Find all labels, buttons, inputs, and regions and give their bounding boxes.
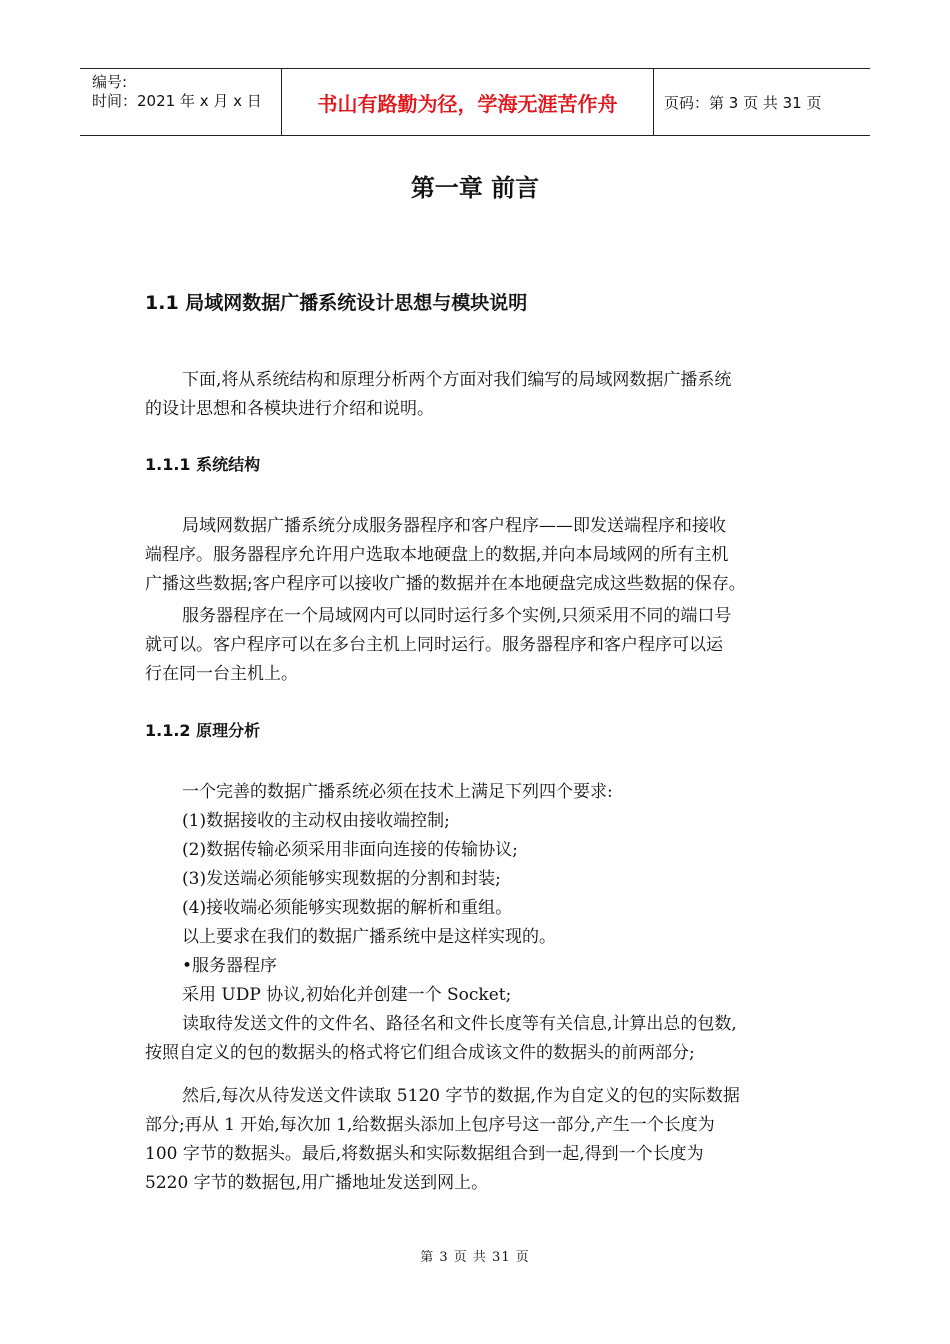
text-line: 服务器程序在一个局域网内可以同时运行多个实例,只须采用不同的端口号 xyxy=(182,606,732,626)
text-line: 按照自定义的包的数据头的格式将它们组合成该文件的数据头的前两部分; xyxy=(145,1043,695,1063)
analysis-list xyxy=(145,778,815,1010)
list-item: (3)发送端必须能够实现数据的分割和封装; xyxy=(182,869,501,889)
section-title: 1.1 局域网数据广播系统设计思想与模块说明 xyxy=(145,292,528,314)
list-item: (2)数据传输必须采用非面向连接的传输协议; xyxy=(182,840,518,860)
number-label: 编号: xyxy=(92,73,128,91)
header-meta xyxy=(80,69,282,135)
time-label: 时间：2021 年 x 月 x 日 xyxy=(92,92,262,110)
header-motto: 书山有路勤为径，学海无涯苦作舟 xyxy=(282,69,654,135)
text-line: 一个完善的数据广播系统必须在技术上满足下列四个要求: xyxy=(182,782,613,802)
structure-paragraph-2 xyxy=(145,602,815,689)
bullet-item: •服务器程序 xyxy=(182,956,278,976)
intro-line: 下面,将从系统结构和原理分析两个方面对我们编写的局域网数据广播系统 xyxy=(182,370,732,390)
text-line: 以上要求在我们的数据广播系统中是这样实现的。 xyxy=(182,927,556,947)
text-line: 读取待发送文件的文件名、路径名和文件长度等有关信息,计算出总的包数, xyxy=(182,1014,737,1034)
text-line: 5220 字节的数据包,用广播地址发送到网上。 xyxy=(145,1173,489,1193)
text-line: 端程序。服务器程序允许用户选取本地硬盘上的数据,并向本局域网的所有主机 xyxy=(145,545,729,565)
text-line: 100 字节的数据头。最后,将数据头和实际数据组合到一起,得到一个长度为 xyxy=(145,1144,704,1164)
page-footer: 第 3 页 共 31 页 xyxy=(420,1250,530,1265)
intro-paragraph xyxy=(145,366,815,424)
text-line: 采用 UDP 协议,初始化并创建一个 Socket; xyxy=(182,985,512,1005)
subsection-title-1: 1.1.1 系统结构 xyxy=(145,455,261,474)
text-line: 行在同一台主机上。 xyxy=(145,664,298,684)
text-line: 广播这些数据;客户程序可以接收广播的数据并在本地硬盘完成这些数据的保存。 xyxy=(145,574,746,594)
text-line: 就可以。客户程序可以在多台主机上同时运行。服务器程序和客户程序可以运 xyxy=(145,635,723,655)
list-item: (1)数据接收的主动权由接收端控制; xyxy=(182,811,450,831)
header-page-info: 页码：第 3 页 共 31 页 xyxy=(664,93,822,112)
text-line: 然后,每次从待发送文件读取 5120 字节的数据,作为自定义的包的实际数据 xyxy=(182,1086,740,1106)
structure-paragraph-1 xyxy=(145,512,815,599)
text-line: 局域网数据广播系统分成服务器程序和客户程序——即发送端程序和接收 xyxy=(182,516,726,536)
intro-line: 的设计思想和各模块进行介绍和说明。 xyxy=(145,399,434,419)
text-line: 部分;再从 1 开始,每次加 1,给数据头添加上包序号这一部分,产生一个长度为 xyxy=(145,1115,715,1135)
subsection-title-2: 1.1.2 原理分析 xyxy=(145,721,261,740)
analysis-paragraph-1 xyxy=(145,1010,815,1068)
page-header xyxy=(80,68,870,136)
analysis-paragraph-2 xyxy=(145,1082,815,1198)
chapter-title: 第一章 前言 xyxy=(410,174,540,202)
list-item: (4)接收端必须能够实现数据的解析和重组。 xyxy=(182,898,513,918)
